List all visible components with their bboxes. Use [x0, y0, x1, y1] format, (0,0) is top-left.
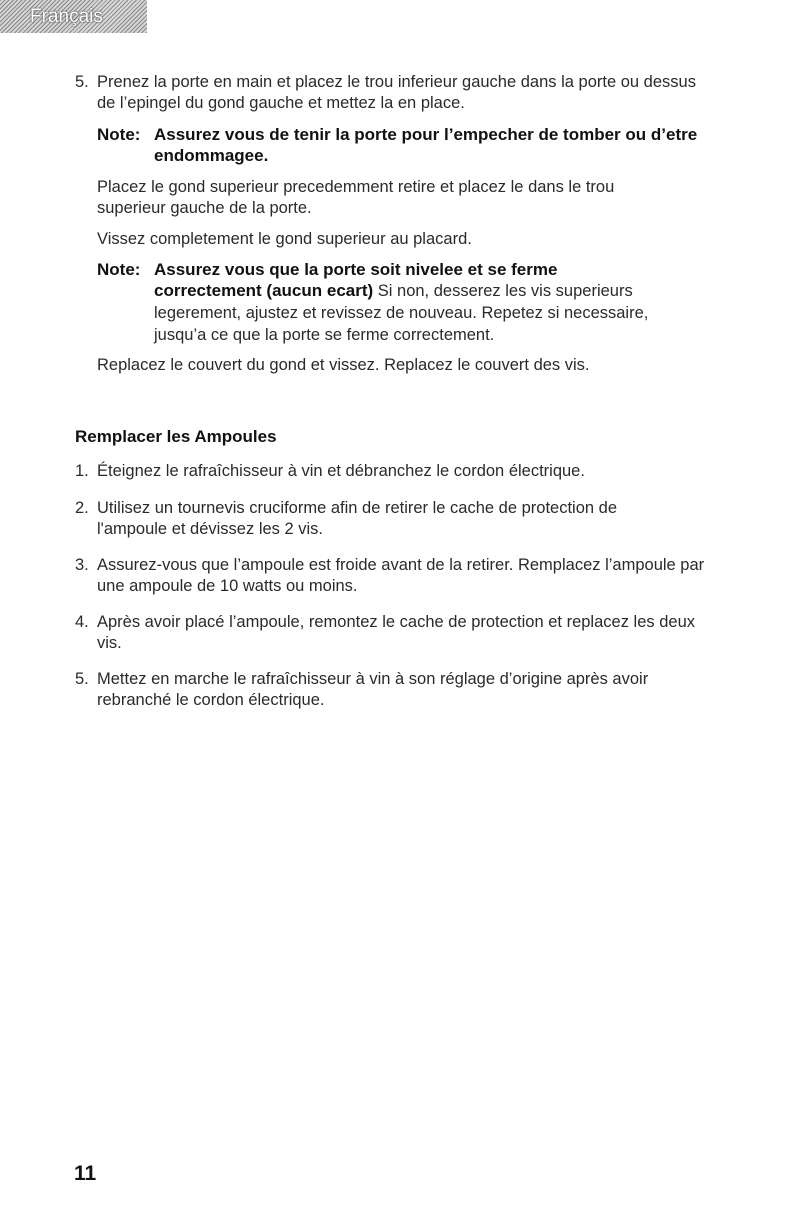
step-number: 5.	[75, 73, 89, 91]
step-text: Assurez-vous que l’ampoule est froide avant de la retirer. Remplacez l’ampoule par une ampoule de 10 watts ou moins.	[97, 556, 705, 595]
step-text: Prenez la porte en main et placez le trou inferieur gauche dans la porte ou dessus de l’epingel du gond gauche et mettez la en place.	[97, 73, 696, 112]
note-bold-text: Assurez vous que la porte soit nivelee et se ferme	[154, 260, 558, 279]
note-text	[154, 259, 694, 346]
paragraph: Replacez le couvert du gond et vissez. Replacez le couvert des vis.	[97, 356, 590, 374]
step-text: Utilisez un tournevis cruciforme afin de retirer le cache de protection de l'ampoule et dévissez les 2 vis.	[97, 499, 617, 538]
step-number: 5.	[75, 670, 89, 688]
step-text: Mettez en marche le rafraîchisseur à vin à son réglage d’origine après avoir rebranché le cordon électrique.	[97, 670, 649, 709]
step-number: 4.	[75, 613, 89, 631]
language-tab	[0, 0, 147, 33]
note-label: Note:	[97, 260, 141, 279]
note-regular-text: Si non, desserez les vis superieurs legerement, ajustez et revissez de nouveau. Repetez si necessaire, jusqu’a ce que la porte se ferme correctement.	[154, 282, 649, 344]
step-text: Après avoir placé l’ampoule, remontez le cache de protection et replacez les deux vis.	[97, 613, 695, 652]
step-number: 1.	[75, 462, 89, 480]
note-text: Assurez vous de tenir la porte pour l’empecher de tomber ou d’etre endommagee.	[154, 125, 698, 165]
note-bold-text-2: correctement (aucun ecart)	[154, 281, 374, 300]
paragraph: Vissez completement le gond superieur au placard.	[97, 230, 472, 248]
paragraph: Placez le gond superieur precedemment retire et placez le dans le trou superieur gauche de la porte.	[97, 178, 615, 217]
step-text: Éteignez le rafraîchisseur à vin et débranchez le cordon électrique.	[97, 462, 585, 480]
language-tab-label: Français	[30, 6, 103, 27]
note-label: Note:	[97, 125, 141, 144]
page-number: 11	[74, 1162, 97, 1185]
step-number: 2.	[75, 499, 89, 517]
section-heading: Remplacer les Ampoules	[75, 427, 277, 446]
step-number: 3.	[75, 556, 89, 574]
